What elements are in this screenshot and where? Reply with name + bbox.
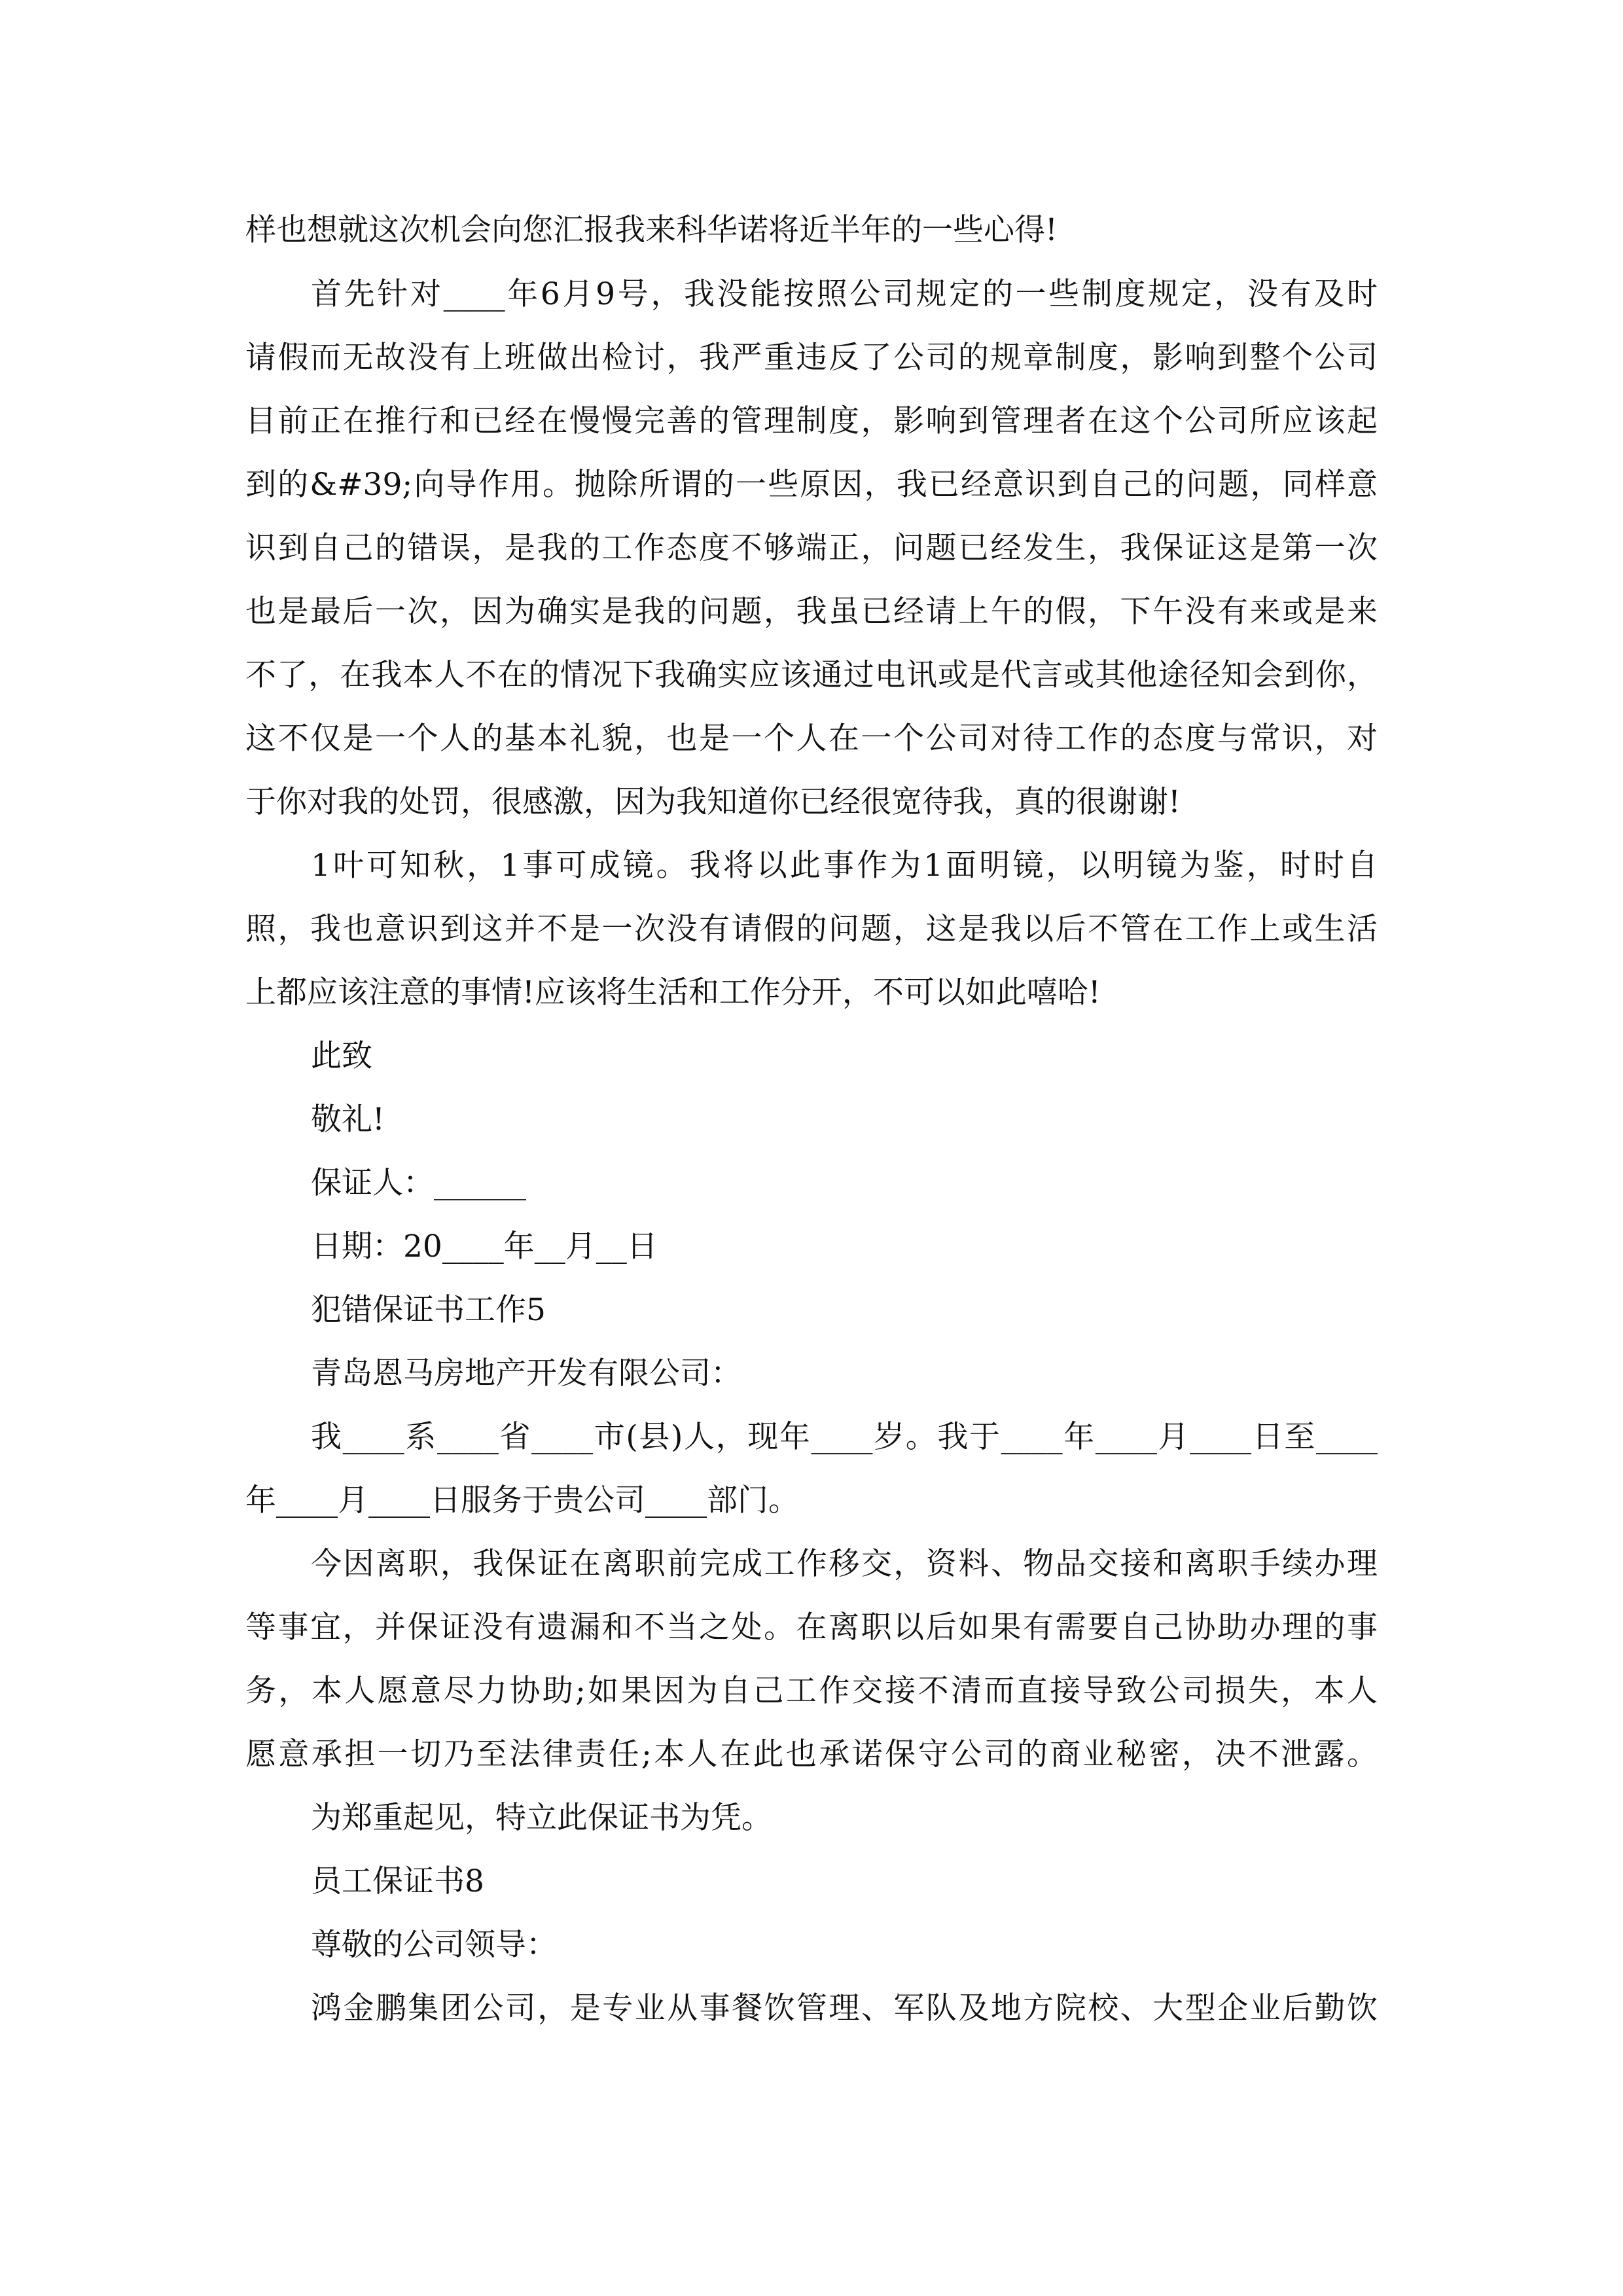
- text-line-24: 务，本人愿意尽力协助;如果因为自己工作交接不清而直接导致公司损失，本人: [245, 1673, 1378, 1709]
- text-line-19: 青岛恩马房地产开发有限公司：: [311, 1355, 741, 1391]
- text-line-25: 愿意承担一切乃至法律责任;本人在此也承诺保守公司的商业秘密，决不泄露。: [245, 1736, 1378, 1772]
- text-line-29: 鸿金鹏集团公司，是专业从事餐饮管理、军队及地方院校、大型企业后勤饮: [311, 1990, 1378, 2026]
- text-line-14: 此致: [311, 1038, 372, 1074]
- text-line-16: 保证人：______: [311, 1165, 526, 1201]
- text-line-17: 日期：20____年__月__日: [311, 1229, 658, 1265]
- text-line-3: 请假而无故没有上班做出检讨，我严重违反了公司的规章制度，影响到整个公司: [245, 340, 1378, 376]
- text-line-7: 也是最后一次，因为确实是我的问题，我虽已经请上午的假，下午没有来或是来: [245, 594, 1378, 630]
- text-line-27: 员工保证书8: [311, 1863, 484, 1899]
- text-line-4: 目前正在推行和已经在慢慢完善的管理制度，影响到管理者在这个公司所应该起: [245, 403, 1378, 439]
- text-line-22: 今因离职，我保证在离职前完成工作移交，资料、物品交接和离职手续办理: [311, 1546, 1378, 1582]
- text-line-13: 上都应该注意的事情!应该将生活和工作分开，不可以如此嘻哈!: [245, 975, 1101, 1011]
- text-line-12: 照，我也意识到这并不是一次没有请假的问题，这是我以后不管在工作上或生活: [245, 911, 1378, 947]
- text-line-28: 尊敬的公司领导：: [311, 1927, 557, 1963]
- text-line-18: 犯错保证书工作5: [311, 1292, 546, 1328]
- text-line-10: 于你对我的处罚，很感激，因为我知道你已经很宽待我，真的很谢谢!: [245, 784, 1181, 820]
- text-line-11: 1叶可知秋，1事可成镜。我将以此事作为1面明镜，以明镜为鉴，时时自: [311, 848, 1378, 884]
- text-line-8: 不了，在我本人不在的情况下我确实应该通过电讯或是代言或其他途径知会到你，: [245, 657, 1378, 693]
- text-line-5: 到的&#39;向导作用。抛除所谓的一些原因，我已经意识到自己的问题，同样意: [245, 467, 1378, 503]
- text-line-15: 敬礼!: [311, 1102, 385, 1138]
- text-line-26: 为郑重起见，特立此保证书为凭。: [311, 1800, 772, 1836]
- text-line-21: 年____月____日服务于贵公司____部门。: [245, 1482, 799, 1518]
- text-line-20: 我____系____省____市(县)人，现年____岁。我于____年____月____日至____: [311, 1419, 1378, 1455]
- text-line-6: 识到自己的错误，是我的工作态度不够端正，问题已经发生，我保证这是第一次: [245, 530, 1378, 566]
- text-line-9: 这不仅是一个人的基本礼貌，也是一个人在一个公司对待工作的态度与常识，对: [245, 721, 1378, 757]
- text-line-1: 样也想就这次机会向您汇报我来科华诺将近半年的一些心得!: [245, 212, 1058, 248]
- text-line-2: 首先针对____年6月9号，我没能按照公司规定的一些制度规定，没有及时: [311, 276, 1378, 312]
- text-line-23: 等事宜，并保证没有遗漏和不当之处。在离职以后如果有需要自己协助办理的事: [245, 1609, 1378, 1645]
